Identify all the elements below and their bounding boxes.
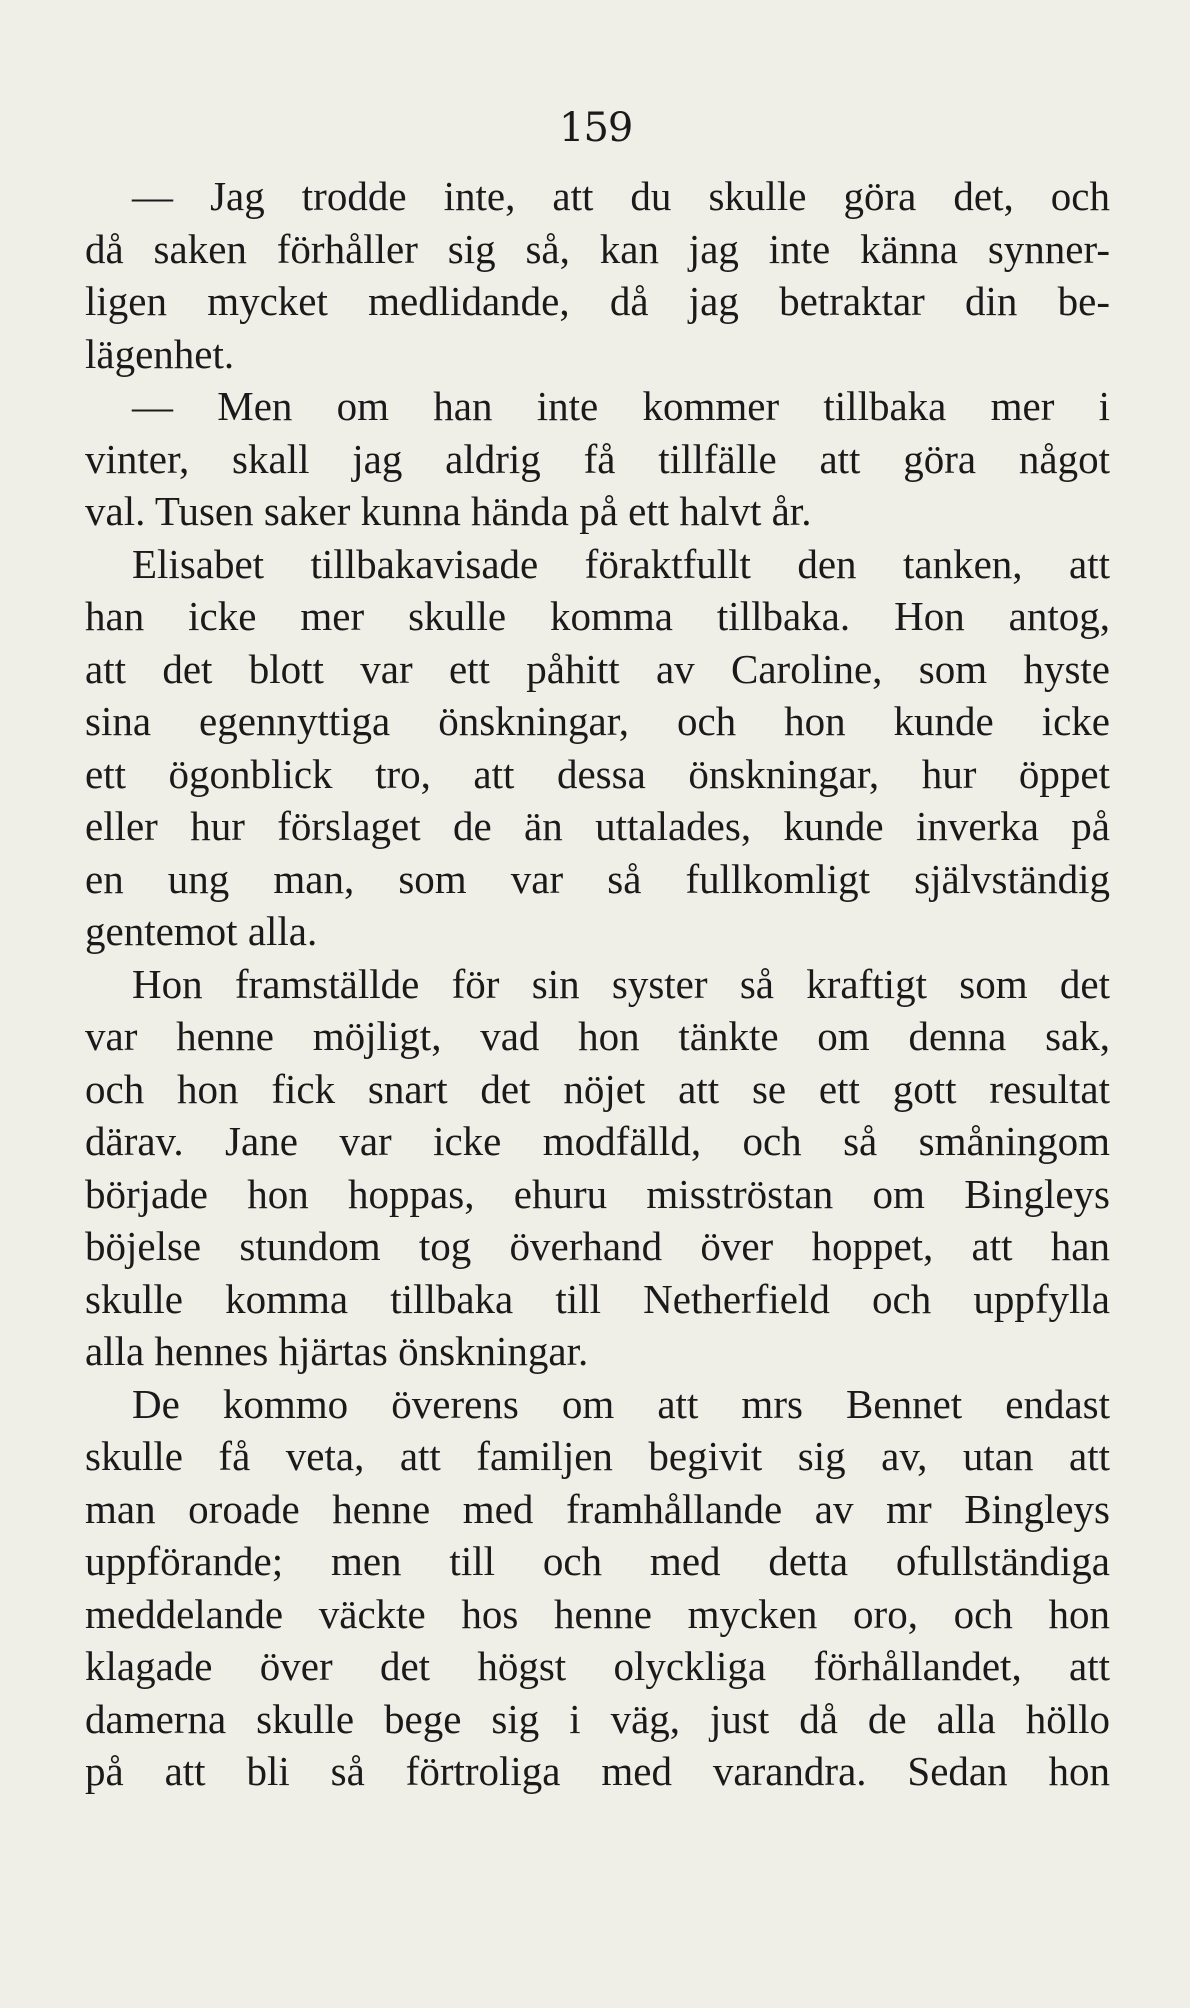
text-line: — Jag trodde inte, att du skulle göra det, och [132,173,1110,219]
text-line: — Men om han inte kommer tillbaka mer i [132,383,1110,429]
text-line: man oroade henne med framhållande av mr Bingleys [85,1485,1110,1532]
text-line: alla hennes hjärtas önskningar. [85,1328,589,1374]
text-line: han icke mer skulle komma tillbaka. Hon antog, [85,593,1110,639]
text-line: en ung man, som var så fullkomligt självständig [85,855,1110,902]
text-line: skulle komma tillbaka till Netherfield och uppfylla [85,1275,1110,1322]
text-line: lägenhet. [85,330,235,377]
text-line: skulle få veta, att familjen begivit sig av, utan att [85,1433,1110,1479]
text-line: då saken förhåller sig så, kan jag inte känna synner- [85,225,1110,272]
text-line: och hon fick snart det nöjet att se ett gott resultat [85,1065,1110,1112]
text-line: började hon hoppas, ehuru misströstan om Bingleys [85,1170,1110,1217]
text-line: klagade över det högst olyckliga förhållandet, att [85,1643,1110,1689]
text-line: därav. Jane var icke modfälld, och så småningom [85,1118,1110,1164]
body-text [85,170,1110,1798]
text-line: var henne möjligt, vad hon tänkte om denna sak, [85,1013,1110,1059]
text-line: ligen mycket medlidande, då jag betraktar din be- [85,278,1110,324]
text-line: böjelse stundom tog överhand över hoppet, att han [85,1223,1110,1269]
text-line: vinter, skall jag aldrig få tillfälle att göra något [85,435,1110,482]
text-line: gentemot alla. [85,908,318,954]
text-line: val. Tusen saker kunna hända på ett halvt år. [85,488,812,534]
text-line: meddelande väckte hos henne mycken oro, och hon [85,1590,1110,1637]
text-line: på att bli så förtroliga med varandra. Sedan hon [85,1748,1110,1794]
text-line: De kommo överens om att mrs Bennet endast [132,1380,1110,1427]
text-line: ett ögonblick tro, att dessa önskningar, hur öppet [85,750,1110,797]
text-line: sina egennyttiga önskningar, och hon kunde icke [85,698,1110,744]
text-line: Hon framställde för sin syster så kraftigt som det [132,960,1110,1007]
page-number: 159 [559,105,633,151]
text-line: damerna skulle bege sig i väg, just då de alla höllo [85,1695,1110,1742]
text-line: uppförande; men till och med detta ofullständiga [85,1538,1110,1584]
text-line: att det blott var ett påhitt av Caroline, som hyste [85,645,1110,692]
text-line: eller hur förslaget de än uttalades, kunde inverka på [85,803,1110,849]
text-line: Elisabet tillbakavisade föraktfullt den tanken, att [132,540,1110,587]
